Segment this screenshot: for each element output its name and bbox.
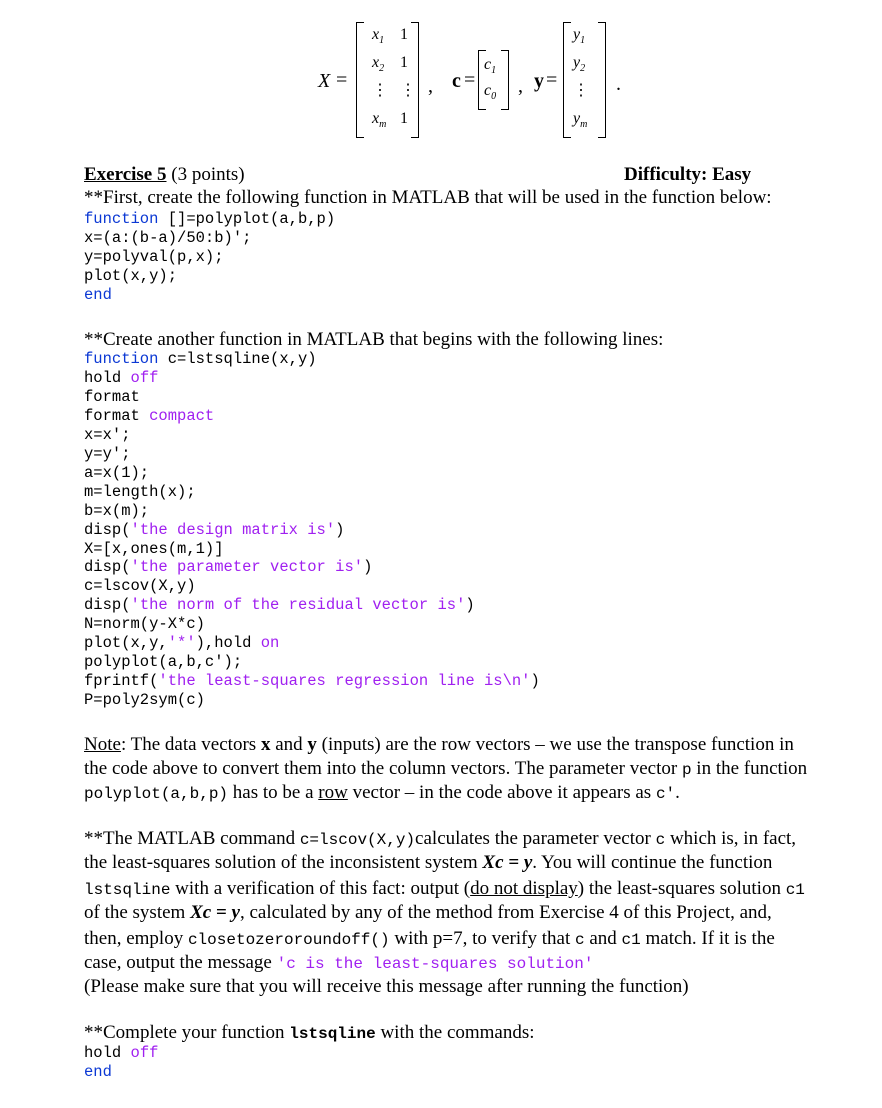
note-row: row [318,782,348,803]
exercise-title-line [84,163,245,187]
code-string: 'the parameter vector is' [130,558,364,577]
code-text: x=(a:(b-a)/50:b)'; [84,228,252,247]
code-line [84,577,540,596]
comma: , [428,75,433,97]
code-line [84,558,540,577]
para3-message-string: 'c is the least-squares solution' [276,955,594,973]
note-code-p: p [681,761,692,779]
code-line [84,502,540,521]
code-text: plot(x,y); [84,266,178,285]
code-text: x=x'; [84,425,131,444]
para3-code-closetozero: closetozeroroundoff() [187,931,390,949]
para3-equation: Xc = y [190,902,240,923]
para3-text: **The MATLAB command [84,828,300,849]
difficulty-label: Difficulty: Easy [624,164,752,185]
code-line [84,210,335,229]
code-text: ) [465,596,475,615]
para3-code-c1: c1 [785,881,805,899]
code-string: 'the design matrix is' [130,520,336,539]
para3-text: . You will continue the function [532,852,773,873]
code-line [84,229,335,248]
note-code-polyplot: polyplot(a,b,p) [84,785,229,803]
code-string: off [130,1044,159,1062]
exercise-points: (3 points) [166,164,245,185]
para3-code-lstsqline: lstsqline [84,881,171,899]
equals-sign: = [546,69,558,91]
para4-text: **Complete your function [84,1022,290,1043]
code-line [84,464,540,483]
para3-text: ) the least-squares solution [577,878,786,899]
note-text: and [270,734,308,755]
para3-code-lscov: c=lscov(X,y) [299,831,416,849]
note-text: has to be a [228,782,319,803]
para3-text: with a verification of this fact: output ( [170,878,471,899]
matrix-entry: 1 [400,26,408,43]
code-text: hold [84,1044,131,1062]
note-code-c: c' [655,785,676,803]
note-text: vector – in the code above it appears as [347,782,656,803]
equals-sign: = [336,69,348,91]
intro-lstsqline: **Create another function in MATLAB that begins with the following lines: [84,329,664,350]
code-text: ) [363,558,373,577]
comma: , [518,75,523,97]
code-line [84,350,540,369]
code-line [84,691,540,710]
code-text: format [84,406,150,425]
lstsqline-code-block [84,350,540,710]
note-text: the code above to convert them into the column vectors. The parameter vector [84,758,682,779]
para3-text: the least-squares solution of the inconsistent system [84,852,483,873]
code-text: y=polyval(p,x); [84,247,224,266]
note-text: (inputs) are the row vectors – we use the transpose function in [316,734,794,755]
code-line [84,483,540,502]
vector-y-label: y [534,70,544,92]
code-text: a=x(1); [84,463,150,482]
code-line [84,369,540,388]
note-line-3 [84,781,680,806]
note-line-1 [84,733,794,757]
equals-sign: = [464,69,476,91]
code-keyword: function [84,350,159,368]
code-text: disp( [84,596,131,615]
matrix-entry: ⋮ [573,82,589,99]
para3-text: with p=7, to verify that [389,928,575,949]
matrix-entry: $y_2$ [573,54,586,75]
code-text: P=poly2sym(c) [84,691,205,710]
code-text: ) [335,520,345,539]
para3-code-c: c [655,831,666,849]
code-text: disp( [84,520,131,539]
code-string: 'the least-squares regression line is\n' [158,672,531,691]
code-line [84,267,335,286]
matrix-entry: $x_m$ [372,110,387,131]
code-text: []=polyplot(a,b,p) [158,210,336,228]
code-line [84,540,540,559]
code-line [84,672,540,691]
matrix-entry: ⋮ [372,82,388,99]
para3-text: then, employ [84,928,188,949]
intro-polyplot: **First, create the following function in MATLAB that will be used in the function below: [84,187,772,208]
period: . [616,73,621,95]
para3-code-c: c [574,931,585,949]
para3-underline: do not display [470,878,578,899]
code-line [84,653,540,672]
matrix-entry: ⋮ [400,82,416,99]
vector-c-label: c [452,70,461,92]
code-text: plot(x,y, [84,634,168,653]
para3-line-7: (Please make sure that you will receive this message after running the function) [84,976,689,997]
code-line [84,248,335,267]
exercise-title: Exercise 5 [84,164,167,185]
code-string: off [130,368,159,387]
note-x: x [260,734,271,755]
para3-text: match. If it is the [640,928,775,949]
code-text: disp( [84,558,131,577]
code-text: ) [530,672,540,691]
code-text: X=[x,ones(m,1)] [84,539,224,558]
code-text: ),hold [195,634,261,653]
code-text: b=x(m); [84,501,150,520]
matrix-entry: $c_0$ [484,82,497,103]
code-line [84,615,540,634]
note-label: Note [84,734,121,755]
code-line [84,1044,158,1063]
para3-text: case, output the message [84,952,277,973]
vector-y-right-bracket [598,22,606,138]
code-text: format [84,387,140,406]
matrix-entry: $y_1$ [573,26,586,47]
para3-text: calculates the parameter vector [415,828,656,849]
code-line [84,426,540,445]
code-text: fprintf( [84,672,159,691]
para3-text: , calculated by any of the method from Exercise 4 of this Project, and, [239,902,772,923]
polyplot-code-block [84,210,335,305]
para3-line-2 [84,851,772,875]
code-keyword: function [84,210,159,228]
para3-code-c1: c1 [621,931,641,949]
para4-line [84,1021,535,1046]
code-string: on [260,634,280,653]
matrix-X-label: X [318,70,331,92]
note-text: . [675,782,680,803]
code-string: compact [149,406,215,425]
para3-text: which is, in fact, [665,828,797,849]
code-text: y=y'; [84,444,131,463]
matrix-definitions [0,18,882,140]
code-line [84,407,540,426]
code-line [84,388,540,407]
para3-line-1 [84,827,796,852]
para4-code-lstsqline: lstsqline [289,1025,376,1043]
matrix-entry: 1 [400,110,408,127]
note-text: in the function [691,758,808,779]
code-text: m=length(x); [84,482,196,501]
code-string: 'the norm of the residual vector is' [130,596,466,615]
code-text: c=lscov(X,y) [84,577,196,596]
note-y: y [307,734,317,755]
matrix-X-left-bracket [356,22,364,138]
code-text: c=lstsqline(x,y) [158,350,317,368]
code-keyword: end [84,285,112,304]
code-keyword: end [84,1062,112,1081]
para4-text: with the commands: [375,1022,535,1043]
para3-line-6 [84,951,593,976]
note-line-2 [84,757,807,782]
code-text: polyplot(a,b,c'); [84,653,243,672]
para3-text: of the system [84,902,191,923]
para3-text: and [584,928,622,949]
code-string: '*' [167,634,196,653]
para3-equation: Xc = y [482,852,533,873]
para3-line-3 [84,877,805,902]
note-text: : The data vectors [120,734,261,755]
code-line [84,1063,158,1082]
matrix-entry: $x_2$ [372,54,385,75]
vector-c-right-bracket [501,50,509,110]
matrix-entry: $y_m$ [573,110,588,131]
final-code-block [84,1044,158,1082]
para3-line-4 [84,901,772,925]
code-text: N=norm(y-X*c) [84,615,205,634]
matrix-entry: $c_1$ [484,56,497,77]
code-line [84,634,540,653]
code-line [84,445,540,464]
vector-y-left-bracket [563,22,571,138]
code-line [84,596,540,615]
code-line [84,286,335,305]
code-text: hold [84,368,131,387]
matrix-entry: 1 [400,54,408,71]
para3-line-5 [84,927,775,952]
code-line [84,521,540,540]
matrix-entry: $x_1$ [372,26,385,47]
